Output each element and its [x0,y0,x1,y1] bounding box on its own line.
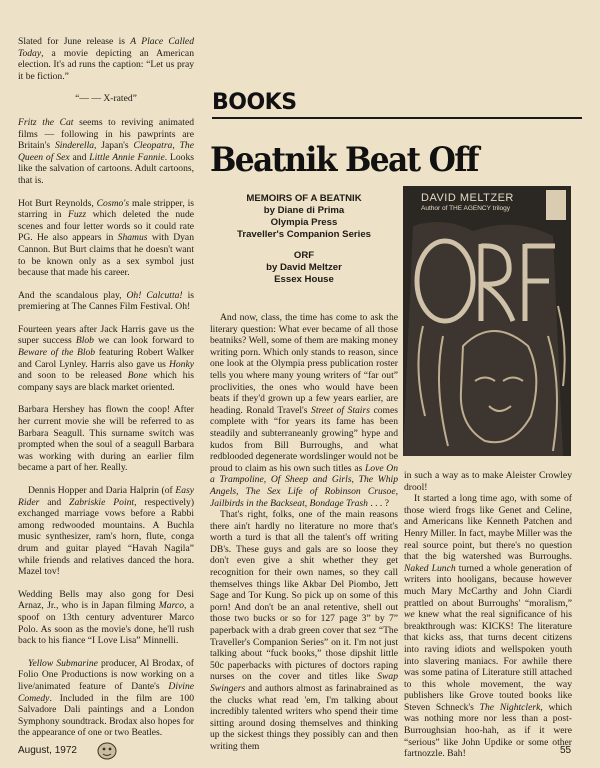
issue-date: August, 1972 [18,745,77,756]
book-series: Traveller's Companion Series [237,229,371,240]
book-author: by David Meltzer [266,262,342,273]
orf-book-cover-image [403,186,571,456]
article-paragraph: It started a long time ago, with some of those wierd frogs like Genet and Celine, and Americans like Kenneth Patchen and Henry Miller. In fact, maybe Miller was the real source point, but there's no question that the big watershed was Burroughs. Naked Lunch turned a whole generation of writers into hooligans, because however much Mary McCarthy and John Ciardi prattled on about Burroughs' “moralism,” we knew what the real significance of his breakthrough was: KICKS! The literature that kicks ass, that turns decent citizens into raving idiots and wellspoken youth into slavering maniacs. For awhile there was some patina of Literature still attached to this whole movement, the way publishers like Grove touted books like Steven Schneck's The Nightclerk, which was nothing more nor less than a post-Burroughsian hoo-hah, as if it were “serious” like John Updike or some other fartnozzle. Bah! [404,493,572,760]
gossip-paragraph: Fritz the Cat seems to reviving animated films — following in his pawprints are Britain's Sinderella, Japan's Cleopatra, The Queen of Sex and Little Annie Fannie. Looks like the salvation of cartoons. Adult cartoons, that is. [18,116,194,186]
gossip-paragraph: Dennis Hopper and Daria Halprin (of Easy Rider and Zabriskie Point, respectively) exchanged marriage vows before a Rabbi among redwooded mountains. A Buchla music synthesizer, ram's horn, flute, conga drum and guitar played “Havah Nagila” while friends and relatives danced the hora. Mazel tov! [18,485,195,578]
article-column-right [404,470,572,760]
gossip-paragraph: Hot Burt Reynolds, Cosmo's male stripper, is starring in Fuzz which deleted the nude scenes and four letter words so it could rate PG. He also appears in Shamus with Dyan Cannon. But Burt claims that he doesn't want to be known only as a sex symbol just because that made his career. [18,197,194,279]
x-rated-caption: “— — X-rated” [75,93,137,105]
gossip-paragraph: Wedding Bells may also gong for Desi Arnaz, Jr., who is in Japan filming Marco, a spoof on 13th century adventurer Marco Polo. As soon as the movie's done, he'll rush back to his fiance “I Love Lisa” Minnelli. [18,588,194,647]
article-column-middle [210,312,398,753]
gossip-paragraph: Slated for June release is A Place Called Today, a movie depicting an American election. It's ad runs the caption: “Let us pray it be fiction.” [18,36,194,82]
article-paragraph: And now, class, the time has come to ask the literary question: What ever became of all those beatniks? Well, some of them are making money writing porn. Which only stands to reason, since one look at the Olympia press publication roster tells you where many young writers of “far out” proclivities, the ones who would have been beats if they'd grown up a few years earlier, are heading. Ronald Travel's Street of Stairs comes complete with “for years its fame has been steadily and subterraneanly growing” hype and kudos from Bill Burroughs, and what redblooded degenerate wordslinger would not be proud to claim as his own such titles as Love On a Trampoline, Of Sheep and Girls, The Whip Angels, The Sex Life of Robinson Crusoe, Jailbirds in the Backseat, Bondage Trash . . . ? [210,312,398,509]
book-author: by Diane di Prima [263,205,345,216]
article-paragraph: in such a way as to make Aleister Crowley drool! [404,470,572,493]
article-headline: Beatnik Beat Off [210,140,478,180]
book-info-orf [214,250,394,286]
book-info-memoirs [214,193,394,241]
book-title: MEMOIRS OF A BEATNIK [246,193,362,204]
cover-illustration [403,186,571,456]
gossip-paragraph: Barbara Hershey has flown the coop! After her current movie she will be referred to as Barbara Seagull. This surname switch was prompted when the soul of a seagull Barbara was working with during an earlier film became a part of her. Really. [18,404,194,474]
mascot-icon [96,740,118,760]
book-publisher: Essex House [274,274,334,285]
section-rule [212,117,582,119]
gossip-paragraph: Yellow Submarine producer, Al Brodax, of Folio One Productions is now working on a live/animated feature of Dante's Divine Comedy. Included in the film are 100 Salvadore Dali paintings and a London Symphony soundtrack. Brodax also hopes for the appearance of one or two Beatles. [18,657,194,739]
book-title: ORF [293,250,315,261]
book-publisher: Olympia Press [270,217,338,228]
cover-author: DAVID MELTZER [421,192,514,204]
section-title: BOOKS [212,90,297,115]
gossip-paragraph: And the scandalous play, Oh! Calcutta! is premiering at The Cannes Film Festival. Oh! [18,289,194,313]
gossip-column [18,36,194,750]
gossip-paragraph: Fourteen years after Jack Harris gave us the super success Blob we can look forward to Beware of the Blob featuring Robert Walker and Carol Lynley. Harris also gave us Honky and soon to be released Bone which his company says are black market oriented. [18,323,194,393]
article-paragraph: That's right, folks, one of the main reasons there ain't hardly no literature no more that's worth a turd is that all the talent's off writing DB's. These guys and gals are so loose they don't even give a shit whether they get recognition for their own names, so they call themselves things like Akbar Del Piombo, Jett Sage and Tor Kung. So pick up on some of this porn! And don't be an anal retentive, shell out those two bucks or so for 127 page 3” by 7” paperback with a drab green cover that sez “The Traveller's Companion Series” on it. I'm not just talking about “fuck books,” those dipshit little 50c paperbacks with pictures of doctors raping nurses on the cover and titles like Swap Swingers and authors almost as farinabrained as the clucks what read 'em, I'm talking about incredibly talented writers who spend their time sitting around dosing themselves and thinking up the sickest things they possibly can and then writing them [210,509,398,752]
cover-subtitle: Author of THE AGENCY trilogy [421,205,510,212]
page-number: 55 [560,745,572,756]
